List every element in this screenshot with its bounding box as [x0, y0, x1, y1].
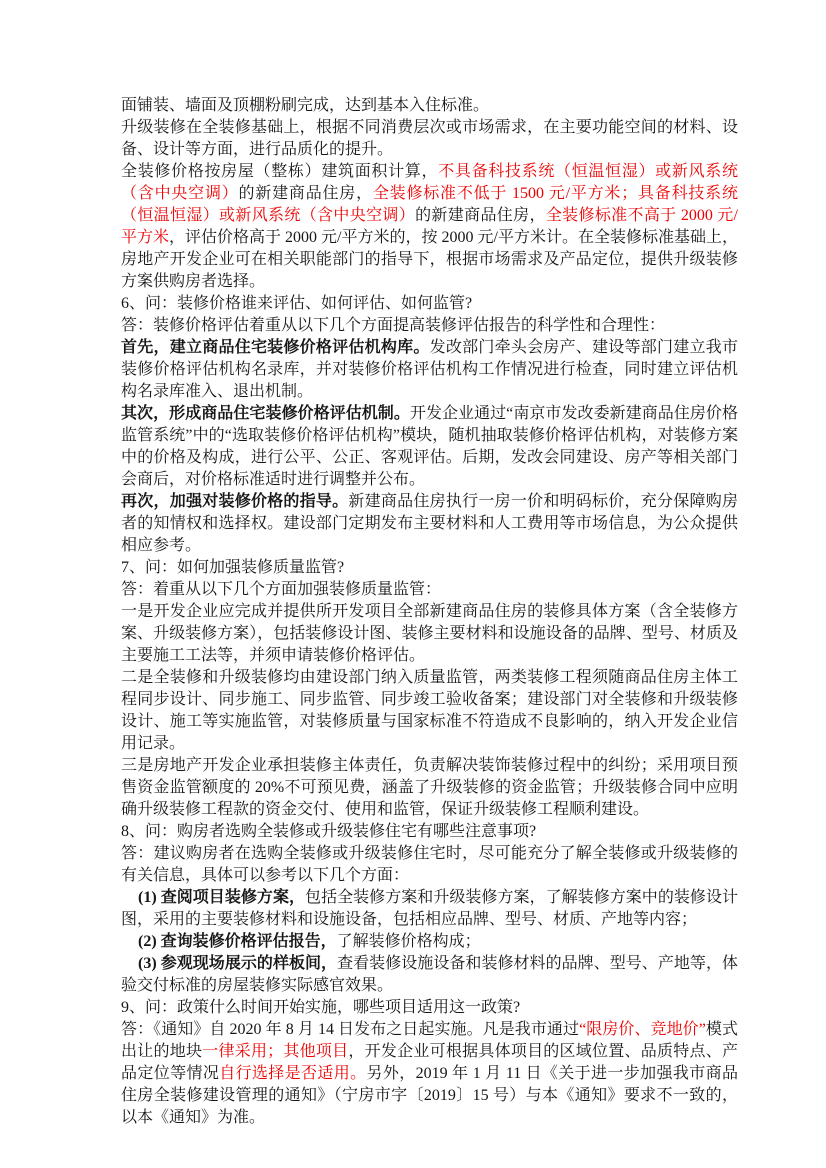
text-run: 7、问：如何加强装修质量监管?	[121, 559, 345, 576]
text-run: ，评估价格高于 2000 元/平方米的，按 2000 元/平方米计。在全装修标准基础上，房地产开发企业可在相关职能部门的指导下，根据市场需求及产品定位，提供升级装修方案供购房者选择。	[121, 229, 738, 290]
text-run: ，开发企业可根据具体项目的区域位置、品质特点、产品定位等情况	[121, 1043, 738, 1082]
text-run: 面铺装、墙面及顶棚粉刷完成，达到基本入住标准。	[121, 97, 490, 114]
text-run: 答：《通知》自 2020 年 8 月 14 日发布之日起实施。凡是我市通过	[121, 1021, 580, 1038]
paragraph-question-8	[121, 821, 738, 843]
paragraph-question-6	[121, 293, 738, 315]
paragraph-question-7	[121, 557, 738, 579]
text-run-red: 全装修标准不低于 1500 元/平方米；具备科技系统（恒温恒湿）或新风系统（含中央空调）	[121, 185, 738, 224]
text-run: 9、问：政策什么时间开始实施，哪些项目适用这一政策?	[121, 999, 521, 1016]
paragraph-price-standard	[121, 161, 738, 293]
text-run: 一是开发企业应完成并提供所开发项目全部新建商品住房的装修具体方案（含全装修方案、升级装修方案），包括装修设计图、装修主要材料和设施设备的品牌、型号、材质及主要施工工法等，并须申请装修价格评估。	[121, 603, 738, 664]
paragraph-answer-8-item-1	[121, 887, 738, 931]
text-run: 开发企业通过“南京市发改委新建商品住房价格监管系统”中的“选取装修价格评估机构”模块，随机抽取装修价格评估机构，对装修方案中的价格及构成，进行公平、公正、客观评估。后期，发改会同建设、房产等相关部门会商后，对价格标准适时进行调整并公布。	[121, 405, 738, 488]
paragraph-intro-tail	[121, 95, 738, 117]
document-body	[121, 95, 738, 1129]
text-run: 的新建商品住房，	[238, 185, 373, 202]
text-run: 6、问：装修价格谁来评估、如何评估、如何监管?	[121, 295, 473, 312]
paragraph-question-9	[121, 997, 738, 1019]
text-run-bold: (1) 查阅项目装修方案，	[138, 889, 306, 906]
text-run: 三是房地产开发企业承担装修主体责任，负责解决装饰装修过程中的纠纷；采用项目预售资金监管额度的 20%不可预见费，涵盖了升级装修的资金监管；升级装修合同中应明确升级装修工程款的资金交付、使用和监管，保证升级装修工程顺利建设。	[121, 757, 738, 818]
text-run: 答：建议购房者在选购全装修或升级装修住宅时，尽可能充分了解全装修或升级装修的有关信息，具体可以参考以下几个方面：	[121, 845, 738, 884]
text-run-red: 全装修标准不高于 2000 元/平方米	[121, 207, 738, 246]
paragraph-answer-7-lead	[121, 579, 738, 601]
paragraph-answer-6-lead	[121, 315, 738, 337]
text-run-red: 自行选择是否适用。	[219, 1065, 367, 1082]
text-run: 答：装修价格评估着重从以下几个方面提高装修评估报告的科学性和合理性：	[121, 317, 666, 334]
paragraph-answer-8-item-3	[121, 953, 738, 997]
text-run-bold: 首先，建立商品住宅装修价格评估机构库。	[121, 339, 430, 356]
text-run-red: 不具备科技系统（恒温恒湿）或新风系统（含中央空调）	[121, 163, 738, 202]
text-run: 查看装修设施设备和装修材料的品牌、型号、产地等，体验交付标准的房屋装修实际感官效果。	[121, 955, 738, 994]
text-run: 另外，2019 年 1 月 11 日《关于进一步加强我市商品住房全装修建设管理的通知》（宁房市字〔2019〕15 号）与本《通知》要求不一致的，以本《通知》为准。	[121, 1065, 738, 1126]
paragraph-answer-6-second	[121, 403, 738, 491]
text-run: 答：着重从以下几个方面加强装修质量监管：	[121, 581, 442, 598]
text-run: 二是全装修和升级装修均由建设部门纳入质量监管，两类装修工程须随商品住房主体工程同步设计、同步施工、同步监管、同步竣工验收备案；建设部门对全装修和升级装修设计、施工等实施监管，对装修质量与国家标准不符造成不良影响的，纳入开发企业信用记录。	[121, 669, 738, 752]
paragraph-answer-6-third	[121, 491, 738, 557]
paragraph-upgrade-definition	[121, 117, 738, 161]
text-run: 了解装修价格构成；	[336, 933, 481, 950]
text-run-bold: (2) 查询装修价格评估报告，	[138, 933, 337, 950]
paragraph-answer-7-three	[121, 755, 738, 821]
text-run-red: “限房价、竞地价”	[579, 1021, 706, 1038]
paragraph-answer-8-lead	[121, 843, 738, 887]
text-run: 新建商品住房执行一房一价和明码标价，充分保障购房者的知情权和选择权。建设部门定期发布主要材料和人工费用等市场信息，为公众提供相应参考。	[121, 493, 738, 554]
paragraph-answer-8-item-2	[121, 931, 738, 953]
text-run-red: 一律采用；其他项目	[202, 1043, 349, 1060]
paragraph-answer-6-first	[121, 337, 738, 403]
text-run: 8、问：购房者选购全装修或升级装修住宅有哪些注意事项?	[121, 823, 537, 840]
paragraph-answer-9	[121, 1019, 738, 1129]
text-run: 升级装修在全装修基础上，根据不同消费层次或市场需求，在主要功能空间的材料、设备、设计等方面，进行品质化的提升。	[121, 119, 738, 158]
text-run: 全装修价格按房屋（整栋）建筑面积计算，	[121, 163, 439, 180]
paragraph-answer-7-two	[121, 667, 738, 755]
text-run: 发改部门牵头会房产、建设等部门建立我市装修价格评估机构名录库，并对装修价格评估机构工作情况进行检查，同时建立评估机构名录库准入、退出机制。	[121, 339, 738, 400]
paragraph-answer-7-one	[121, 601, 738, 667]
text-run: 模式出让的地块	[121, 1021, 738, 1060]
text-run-bold: 再次，加强对装修价格的指导。	[121, 493, 349, 510]
text-run: 的新建商品住房，	[415, 207, 546, 224]
text-run-bold: (3) 参观现场展示的样板间，	[138, 955, 338, 972]
text-run: 包括全装修方案和升级装修方案，了解装修方案中的装修设计图，采用的主要装修材料和设施设备，包括相应品牌、型号、材质、产地等内容；	[121, 889, 738, 928]
text-run-bold: 其次，形成商品住宅装修价格评估机制。	[121, 405, 410, 422]
